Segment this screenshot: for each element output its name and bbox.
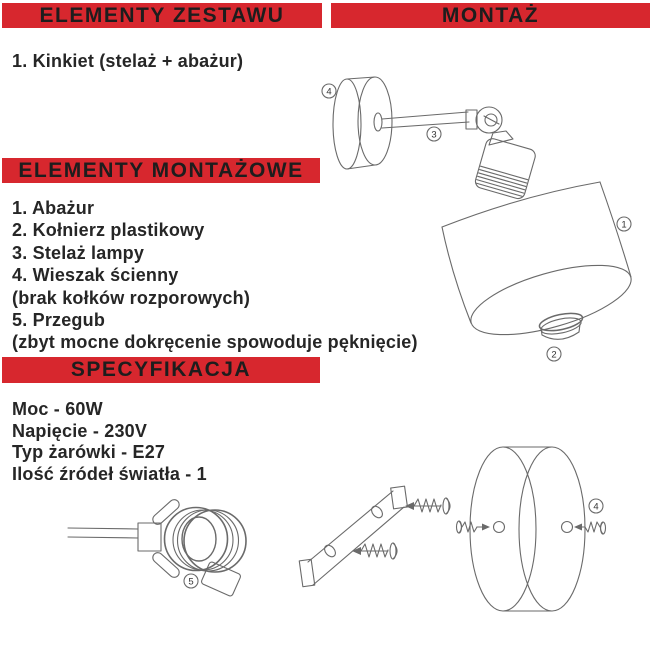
screw-top-drawing	[405, 498, 450, 514]
socket-detail-diagram	[68, 498, 246, 597]
header-elementy-montazowe: ELEMENTY MONTAŻOWE	[2, 158, 320, 183]
callout-arm	[427, 127, 441, 141]
mounting-list-item-2: 2. Kołnierz plastikowy	[12, 220, 205, 241]
svg-text:4: 4	[326, 86, 332, 98]
header-specyfikacja: SPECYFIKACJA	[2, 357, 320, 383]
spec-voltage: Napięcie - 230V	[12, 420, 148, 441]
svg-text:4: 4	[593, 501, 599, 513]
mounting-list-item-3: 3. Stelaż lampy	[12, 242, 145, 263]
wall-bracket-diagram	[299, 486, 450, 587]
svg-text:1: 1	[621, 219, 627, 231]
mounting-list-item-4-note: (brak kołków rozporowych)	[12, 287, 251, 308]
screw-left-drawing	[457, 521, 491, 533]
canopy-ring-diagram	[457, 447, 606, 611]
mounting-list-item-1: 1. Abażur	[12, 198, 95, 218]
mounting-list-item-5-note: (zbyt mocne dokręcenie spowoduje pęknięcie)	[12, 332, 418, 353]
callout-wall-hanger	[322, 84, 336, 98]
set-contents-item: 1. Kinkiet (stelaż + abażur)	[12, 51, 244, 71]
svg-text:5: 5	[188, 576, 194, 588]
wall-plate-drawing	[333, 77, 392, 169]
callout-shade	[617, 217, 631, 231]
spec-power: Moc - 60W	[12, 399, 103, 419]
callout-joint	[184, 574, 198, 588]
svg-text:3: 3	[431, 129, 437, 141]
mounting-list-item-5: 5. Przegub	[12, 310, 106, 331]
header-montaz: MONTAŻ	[331, 3, 650, 28]
svg-text:2: 2	[551, 349, 557, 361]
assembly-diagram	[322, 77, 638, 361]
lamp-arm-drawing	[382, 112, 469, 128]
socket-drawing	[474, 137, 537, 200]
mounting-list-item-4: 4. Wieszak ścienny	[12, 265, 179, 286]
header-elementy-zestawu: ELEMENTY ZESTAWU	[2, 3, 322, 28]
spec-light-sources: Ilość źródeł światła - 1	[12, 463, 207, 484]
spec-bulb-type: Typ żarówki - E27	[12, 442, 166, 463]
screw-right-drawing	[574, 522, 606, 534]
callout-canopy-hanger	[589, 499, 603, 513]
callout-collar	[547, 347, 561, 361]
